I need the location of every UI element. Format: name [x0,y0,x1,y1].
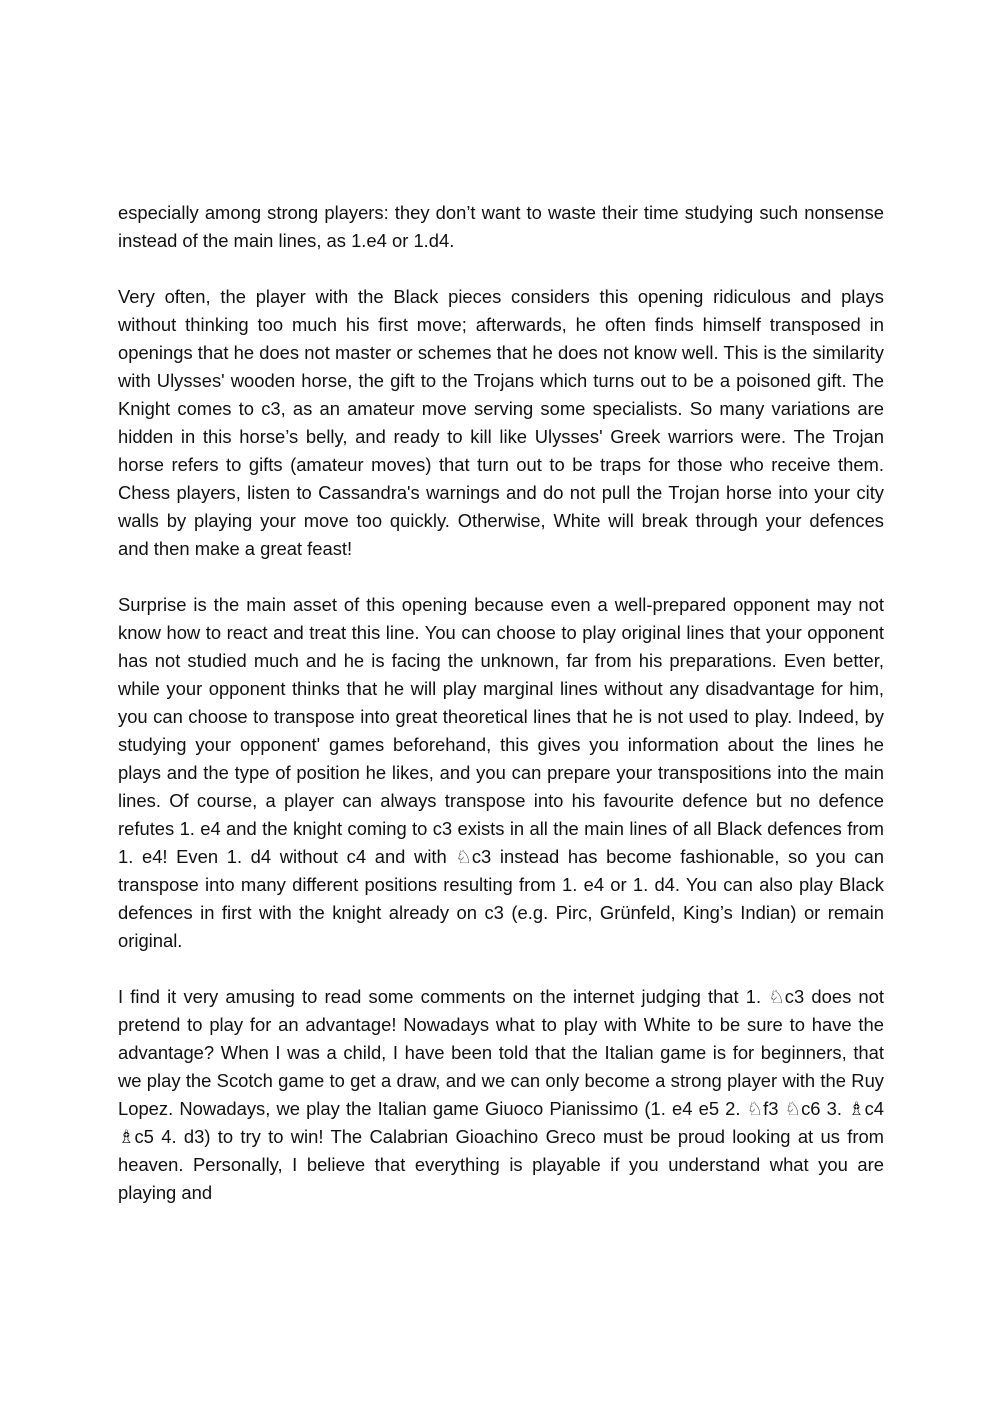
paragraph-3: Surprise is the main asset of this opening because even a well-prepared opponent may not know how to react and treat this line. You can choose to play original lines that your opponent has not studied much and he is facing the unknown, far from his preparations. Even better, while your opponent thinks that he will play marginal lines without any disadvantage for him, you can choose to transpose into great theoretical lines that he is not used to play. Indeed, by studying your opponent' games beforehand, this gives you information about the lines he plays and the type of position he likes, and you can prepare your transpositions into the main lines. Of course, a player can always transpose into his favourite defence but no defence refutes 1. e4 and the knight coming to c3 exists in all the main lines of all Black defences from 1. e4! Even 1. d4 without c4 and with ♘c3 instead has become fashionable, so you can transpose into many different positions resulting from 1. e4 or 1. d4. You can also play Black defences in first with the knight already on c3 (e.g. Pirc, Grünfeld, King’s Indian) or remain original. [118,594,884,951]
document-body [118,199,884,1207]
paragraph-2: Very often, the player with the Black pieces considers this opening ridiculous and plays without thinking too much his first move; afterwards, he often finds himself transposed in openings that he does not master or schemes that he does not know well. This is the similarity with Ulysses' wooden horse, the gift to the Trojans which turns out to be a poisoned gift. The Knight comes to c3, as an amateur move serving some specialists. So many variations are hidden in this horse’s belly, and ready to kill like Ulysses' Greek warriors were. The Trojan horse refers to gifts (amateur moves) that turn out to be traps for those who receive them. Chess players, listen to Cassandra's warnings and do not pull the Trojan horse into your city walls by playing your move too quickly. Otherwise, White will break through your defences and then make a great feast! [118,286,884,559]
paragraph-1: especially among strong players: they don’t want to waste their time studying such nonsense instead of the main lines, as 1.e4 or 1.d4. [118,202,884,251]
paragraph-4: I find it very amusing to read some comments on the internet judging that 1. ♘c3 does not pretend to play for an advantage! Nowadays what to play with White to be sure to have the advantage? When I was a child, I have been told that the Italian game is for beginners, that we play the Scotch game to get a draw, and we can only become a strong player with the Ruy Lopez. Nowadays, we play the Italian game Giuoco Pianissimo (1. e4 e5 2. ♘f3 ♘c6 3. ♗c4 ♗c5 4. d3) to try to win! The Calabrian Gioachino Greco must be proud looking at us from heaven. Personally, I believe that everything is playable if you understand what you are playing and [118,986,884,1203]
